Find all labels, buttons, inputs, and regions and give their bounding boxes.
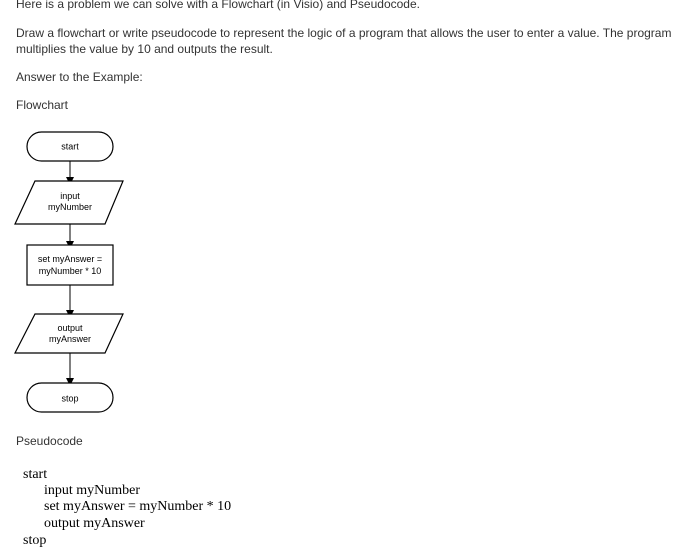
intro-text: Here is a problem we can solve with a Flowchart (in Visio) and Pseudocode.: [16, 0, 420, 11]
stop-terminator: [27, 383, 113, 412]
pseudocode-start: start: [23, 467, 48, 482]
input-label-1: input: [60, 191, 80, 201]
pseudocode-stop: stop: [23, 533, 47, 548]
pseudocode-line-output: output myAnswer: [44, 516, 145, 531]
answer-heading: Answer to the Example:: [16, 70, 143, 84]
output-parallelogram: [15, 314, 123, 353]
input-label-2: myNumber: [47, 202, 93, 212]
pseudocode-heading: Pseudocode: [16, 434, 83, 448]
process-label-2: myNumber * 10: [38, 266, 102, 276]
output-label-1: output: [57, 323, 83, 333]
process-label-1: set myAnswer =: [37, 254, 103, 264]
stop-label: stop: [61, 393, 79, 404]
problem-statement: Draw a flowchart or write pseudocode to represent the logic of a program that allows the user to enter a value. The program multiplies the value by 10 and outputs the result.: [16, 26, 672, 56]
flowchart-diagram: [0, 120, 140, 420]
input-parallelogram: [15, 181, 123, 224]
output-label-2: myAnswer: [48, 334, 92, 344]
pseudocode-line-set: set myAnswer = myNumber * 10: [44, 499, 232, 514]
pseudocode-line-input: input myNumber: [44, 483, 141, 498]
flowchart-heading: Flowchart: [16, 98, 69, 112]
process-rectangle: [27, 245, 113, 285]
start-label: start: [61, 141, 79, 152]
start-terminator: [27, 132, 113, 161]
